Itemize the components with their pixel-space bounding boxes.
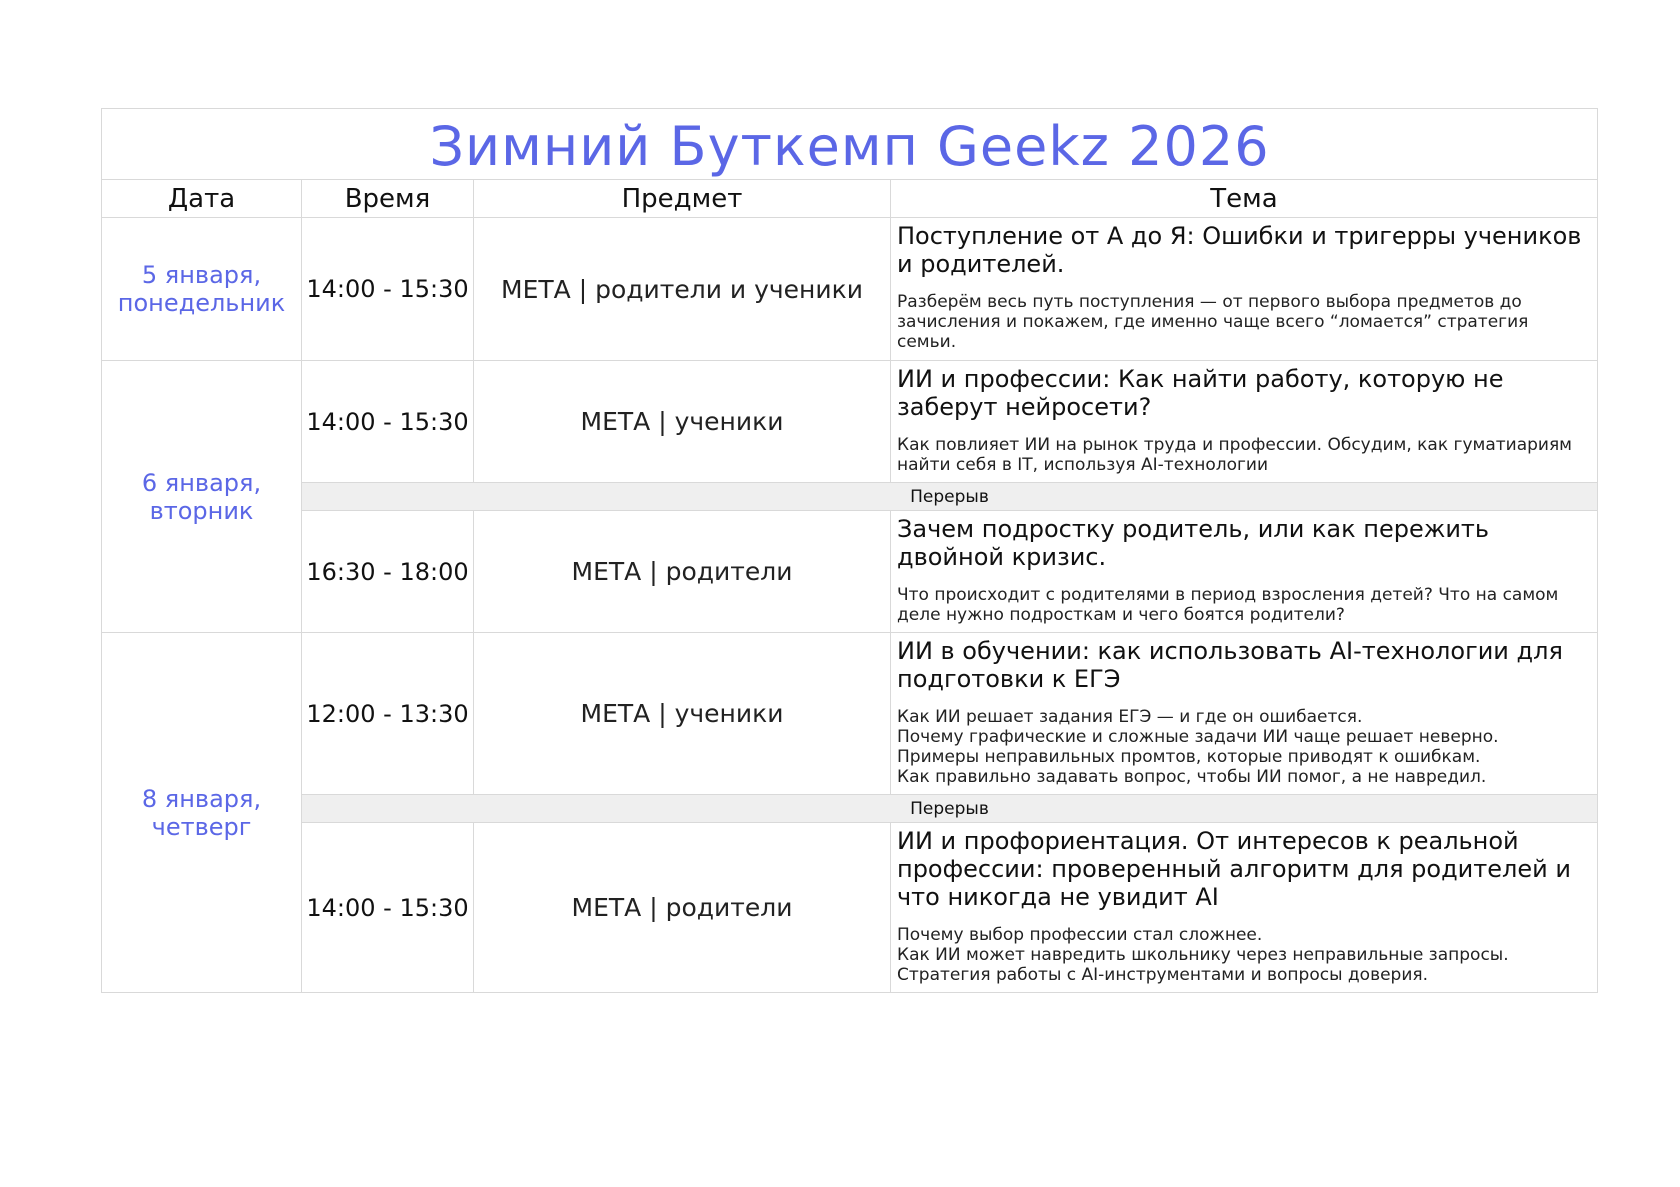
break-row — [102, 483, 1598, 511]
break-label: Перерыв — [302, 483, 1598, 511]
table-row — [102, 218, 1598, 361]
topic-title: ИИ и профессии: Как найти работу, которую не заберут нейросети? — [897, 365, 1504, 421]
topic-description: Почему выбор профессии стал сложнее. Как ИИ может навредить школьнику через неправильные запросы. Стратегия работы с AI-инструментами и вопросы доверия. — [897, 925, 1509, 985]
date-label: 6 января, вторник — [141, 468, 262, 525]
date-cell — [102, 361, 302, 633]
topic-title: Поступление от А до Я: Ошибки и тригерры учеников и родителей. — [897, 222, 1582, 278]
topic-cell — [891, 633, 1598, 795]
time-cell: 14:00 - 15:30 — [302, 361, 474, 483]
subject-cell: МЕТА | ученики — [474, 633, 891, 795]
subject-cell: МЕТА | родители и ученики — [474, 218, 891, 361]
column-header-subject: Предмет — [474, 180, 891, 218]
topic-cell — [891, 823, 1598, 993]
column-header-time: Время — [302, 180, 474, 218]
topic-cell — [891, 218, 1598, 361]
time-cell: 14:00 - 15:30 — [302, 823, 474, 993]
table-row — [102, 361, 1598, 483]
table-row — [102, 633, 1598, 795]
topic-title: ИИ в обучении: как использовать AI-технологии для подготовки к ЕГЭ — [897, 637, 1563, 693]
header-row — [102, 180, 1598, 218]
topic-title: Зачем подростку родитель, или как пережить двойной кризис. — [897, 515, 1490, 571]
date-cell — [102, 633, 302, 993]
topic-title: ИИ и профориентация. От интересов к реальной профессии: проверенный алгоритм для родителей и что никогда не увидит AI — [897, 827, 1571, 911]
table-row — [102, 823, 1598, 993]
title-cell — [102, 109, 1598, 180]
subject-cell: МЕТА | ученики — [474, 361, 891, 483]
column-header-date: Дата — [102, 180, 302, 218]
topic-description: Разберём весь путь поступления — от первого выбора предметов до зачисления и покажем, где именно чаще всего “ломается” стратегия семьи. — [897, 292, 1529, 352]
break-label: Перерыв — [302, 795, 1598, 823]
topic-cell — [891, 511, 1598, 633]
date-cell — [102, 218, 302, 361]
topic-cell — [891, 361, 1598, 483]
topic-description: Как повлияет ИИ на рынок труда и профессии. Обсудим, как гуматиариям найти себя в IT, используя AI-технологии — [897, 435, 1573, 475]
break-row — [102, 795, 1598, 823]
time-cell: 16:30 - 18:00 — [302, 511, 474, 633]
time-cell: 14:00 - 15:30 — [302, 218, 474, 361]
page-title: Зимний Буткемп Geekz 2026 — [429, 114, 1270, 178]
column-header-topic: Тема — [891, 180, 1598, 218]
schedule-table — [101, 108, 1598, 993]
time-cell: 12:00 - 13:30 — [302, 633, 474, 795]
table-row — [102, 511, 1598, 633]
topic-description: Как ИИ решает задания ЕГЭ — и где он ошибается. Почему графические и сложные задачи ИИ чаще решает неверно. Примеры неправильных промтов, которые приводят к ошибкам. Как правильно задавать вопрос, чтобы ИИ помог, а не навредил. — [897, 707, 1499, 787]
date-label: 8 января, четверг — [141, 784, 262, 841]
date-label: 5 января, понедельник — [117, 261, 286, 317]
topic-description: Что происходит с родителями в период взросления детей? Что на самом деле нужно подросткам и чего боятся родители? — [897, 585, 1559, 625]
subject-cell: МЕТА | родители — [474, 511, 891, 633]
subject-cell: МЕТА | родители — [474, 823, 891, 993]
